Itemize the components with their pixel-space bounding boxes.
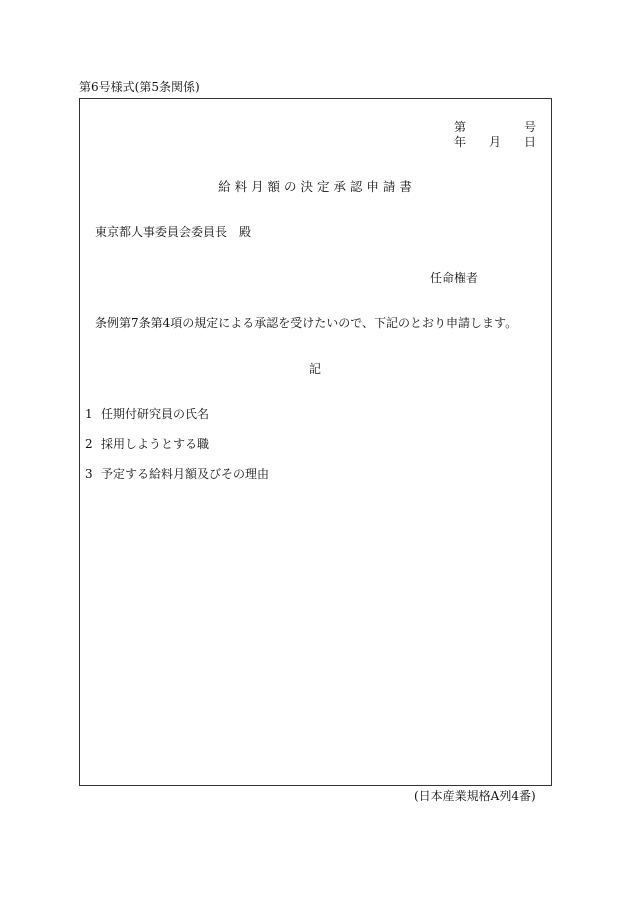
addressee: 東京都人事委員会委員長 殿 (95, 225, 252, 239)
ki-heading: 記 (308, 362, 321, 376)
list-item-number: 2 (85, 437, 93, 451)
appointing-authority-label: 任命権者 (430, 271, 479, 285)
paper-size-note: (日本産業規格A列4番) (414, 789, 536, 803)
list-item-text: 予定する給料月額及びその理由 (101, 467, 270, 481)
document-number-suffix: 号 (524, 120, 537, 134)
list-item-text: 任期付研究員の氏名 (101, 407, 210, 421)
list-item (85, 408, 209, 420)
date-year-label: 年 (454, 135, 467, 149)
list-item (85, 468, 269, 480)
document-title: 給 料 月 額 の 決 定 承 認 申 請 書 (218, 179, 412, 194)
list-item-number: 1 (85, 407, 93, 421)
form-label: 第6号様式(第5条関係) (79, 80, 200, 94)
date-day-label: 日 (524, 135, 537, 149)
list-item-number: 3 (85, 467, 93, 481)
date-month-label: 月 (489, 135, 502, 149)
request-statement: 条例第7条第4項の規定による承認を受けたいので、下記のとおり申請します。 (95, 316, 518, 330)
list-item (85, 438, 209, 450)
list-item-text: 採用しようとする職 (101, 437, 210, 451)
document-number-prefix: 第 (454, 120, 467, 134)
